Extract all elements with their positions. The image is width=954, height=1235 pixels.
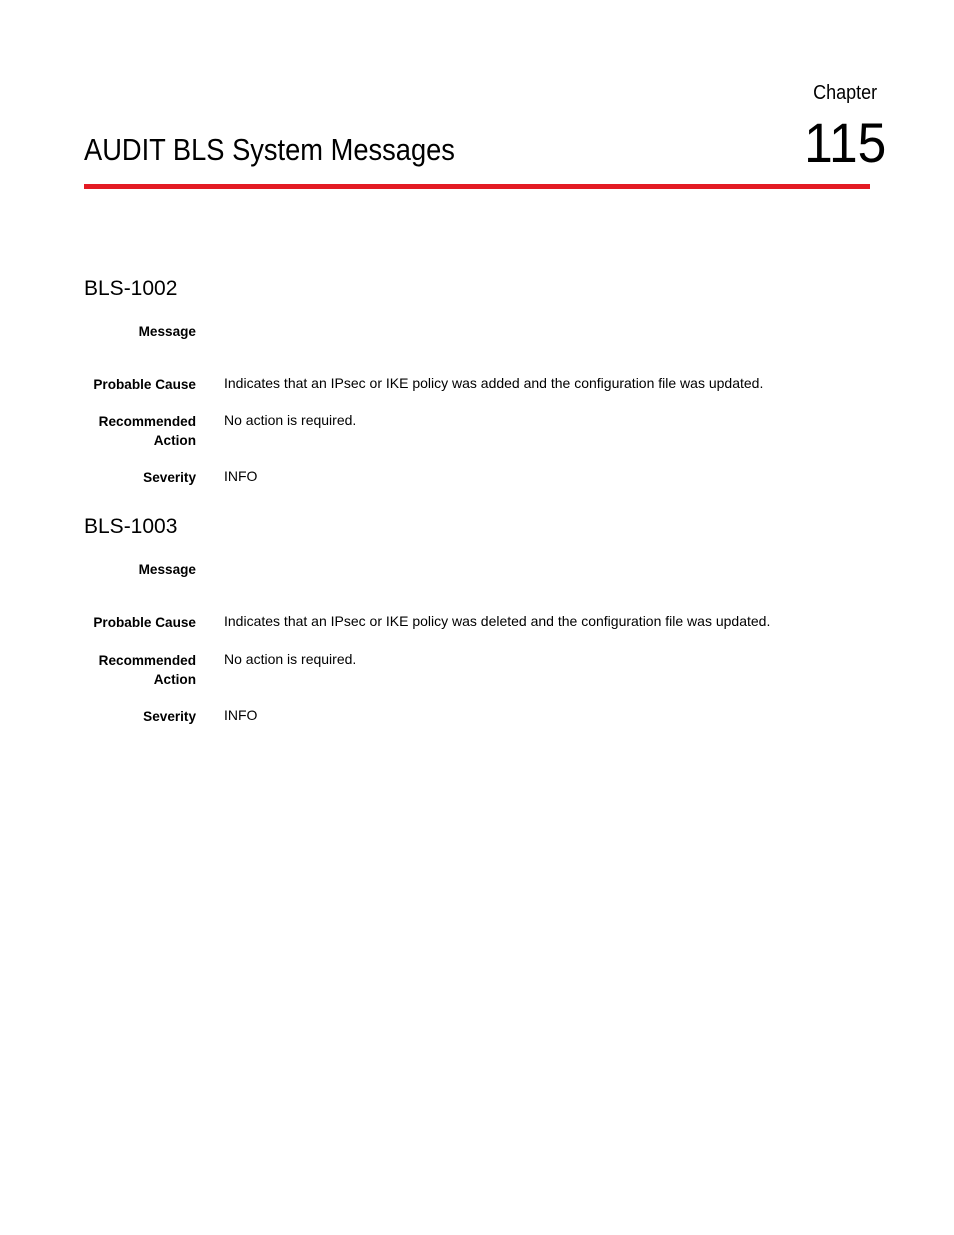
probable-cause-value: Indicates that an IPsec or IKE policy was deleted and the configuration file was updated. [224,613,771,629]
chapter-title: AUDIT BLS System Messages [84,132,455,167]
message-id-heading: BLS-1003 [84,515,178,538]
recommended-action-label-line1: Recommended [98,652,196,668]
severity-label: Severity [143,708,196,724]
chapter-rule [84,184,870,189]
chapter-label: Chapter [812,82,877,104]
recommended-action-value: No action is required. [224,651,357,667]
probable-cause-value: Indicates that an IPsec or IKE policy was added and the configuration file was updated. [224,375,764,391]
recommended-action-label-line1: Recommended [98,413,196,429]
probable-cause-label: Probable Cause [93,614,196,630]
message-label: Message [138,561,196,577]
chapter-number: 115 [803,111,886,174]
severity-value: INFO [224,468,258,484]
recommended-action-label-line2: Action [153,432,196,448]
message-id-heading: BLS-1002 [84,277,178,300]
recommended-action-value: No action is required. [224,412,357,428]
severity-label: Severity [143,469,196,485]
recommended-action-label [60,651,196,689]
probable-cause-label: Probable Cause [93,376,196,392]
message-label: Message [138,323,196,339]
recommended-action-label [60,412,196,450]
severity-value: INFO [224,707,258,723]
recommended-action-label-line2: Action [153,671,196,687]
